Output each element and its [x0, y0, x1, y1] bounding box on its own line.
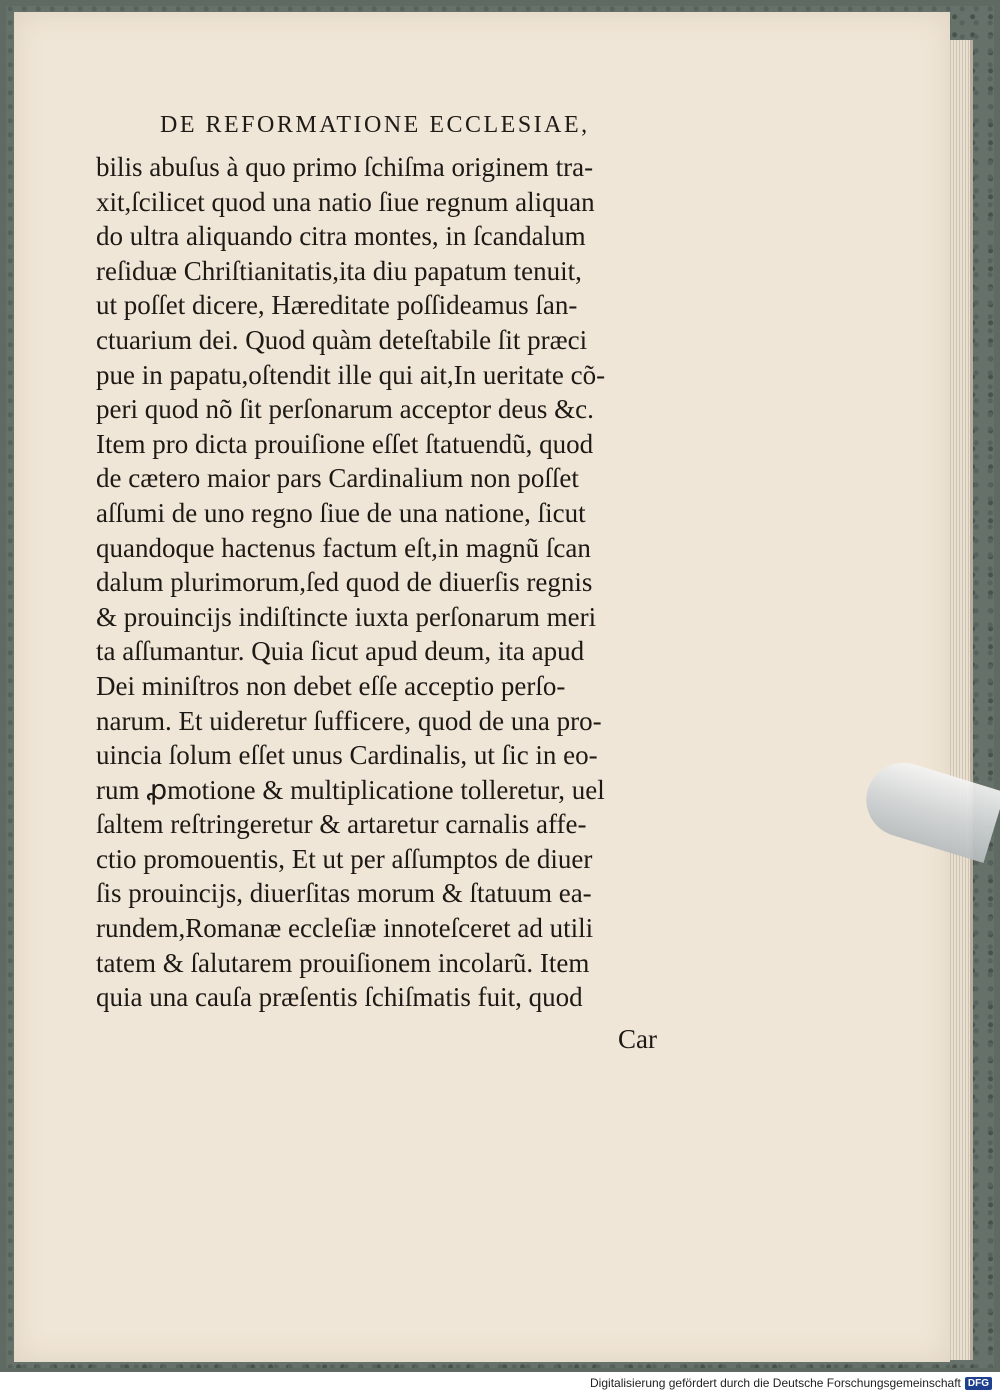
text-line: ctio promouentis, Et ut per aſſumptos de diuer: [96, 843, 593, 874]
text-line: quandoque hactenus factum eſt,in magnũ ſcan: [96, 532, 591, 563]
text-line: ctuarium dei. Quod quàm deteſtabile ſit præci: [96, 324, 588, 355]
text-line: do ultra aliquando citra montes, in ſcandalum: [96, 221, 586, 252]
text-line: quia una cauſa præſentis ſchiſmatis fuit, quod: [96, 982, 583, 1013]
running-header: DE REFORMATIONE ECCLESIAE,: [160, 112, 590, 138]
text-line: de cætero maior pars Cardinalium non poſſet: [96, 463, 579, 494]
digitization-credit: [590, 1376, 992, 1390]
text-line: pue in papatu,oſtendit ille qui ait,In ueritate cõ-: [96, 359, 606, 390]
text-line: ta aſſumantur. Quia ſicut apud deum, ita apud: [96, 636, 585, 667]
text-line: reſiduæ Chriſtianitatis,ita diu papatum tenuit,: [96, 255, 582, 286]
text-line: rundem,Romanæ eccleſiæ innoteſceret ad utili: [96, 913, 594, 944]
text-line: bilis abuſus à quo primo ſchiſma originem tra-: [96, 152, 594, 182]
credit-text: Digitalisierung gefördert durch die Deutsche Forschungsgemeinschaft: [590, 1376, 961, 1390]
text-line: uincia ſolum eſſet unus Cardinalis, ut ſic in eo-: [96, 740, 598, 771]
text-line: ſaltem reſtringeretur & artaretur carnalis affe-: [96, 809, 587, 840]
text-line: peri quod nõ ſit perſonarum acceptor deus &c.: [96, 394, 594, 425]
text-line: ut poſſet dicere, Hæreditate poſſideamus ſan-: [96, 290, 578, 321]
dfg-logo: DFG: [965, 1377, 992, 1390]
text-line: & prouincijs indiſtincte iuxta perſonarum meri: [96, 601, 597, 632]
text-line: Item pro dicta prouiſione eſſet ſtatuendũ, quod: [96, 428, 594, 459]
text-line: tatem & ſalutarem prouiſionem incolarũ. Item: [96, 947, 590, 978]
text-line: rum ꝓmotione & multiplicatione tolleretur, uel: [96, 774, 605, 805]
text-line: dalum plurimorum,ſed quod de diuerſis regnis: [96, 567, 593, 598]
text-line: xit,ſcilicet quod una natio ſiue regnum aliquan: [96, 186, 595, 217]
text-line: aſſumi de uno regno ſiue de una natione, ſicut: [96, 497, 586, 528]
text-block: [96, 150, 696, 1015]
text-line: Dei miniſtros non debet eſſe acceptio perſo-: [96, 670, 566, 701]
catchword: Car: [618, 1024, 657, 1054]
text-line: ſis prouincijs, diuerſitas morum & ſtatuum ea-: [96, 878, 592, 909]
text-line: narum. Et uideretur ſufficere, quod de una pro-: [96, 705, 602, 736]
